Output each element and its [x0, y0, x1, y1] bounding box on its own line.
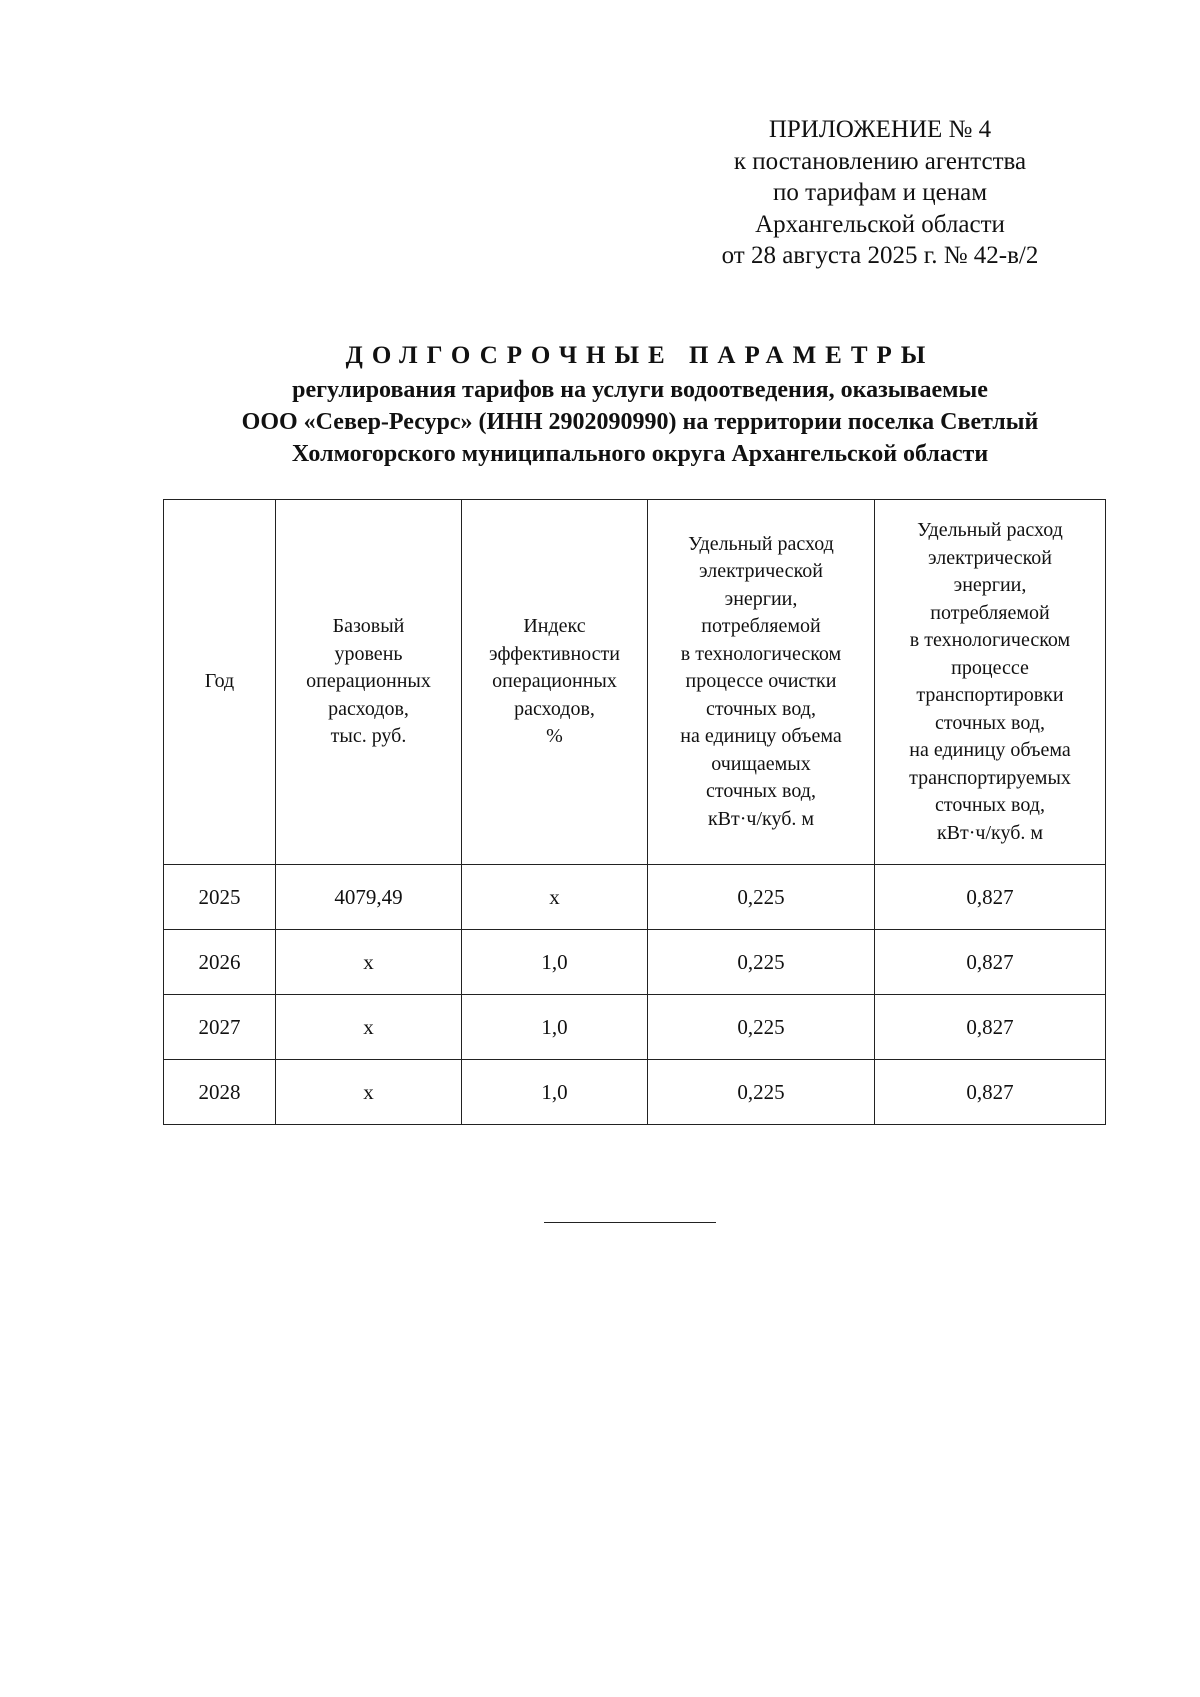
cell-base-opex: х — [276, 1060, 462, 1125]
header-line: электрической — [699, 560, 823, 583]
header-energy-treatment — [648, 500, 875, 865]
header-line: кВт·ч/куб. м — [707, 807, 815, 830]
header-line: % — [546, 725, 563, 748]
header-line: транспортировки — [916, 684, 1064, 706]
header-line: эффективности — [488, 642, 620, 665]
header-line: транспортируемых — [909, 766, 1071, 789]
header-line: процессе — [951, 656, 1029, 679]
header-line: Базовый — [332, 615, 405, 638]
cell-efficiency-index: 1,0 — [462, 1060, 648, 1125]
cell-energy-transport: 0,827 — [875, 995, 1106, 1060]
appendix-date: от 28 августа 2025 г. № 42-в/2 — [721, 242, 1039, 269]
header-line: на единицу объема — [680, 725, 842, 748]
table-header-row — [164, 500, 1106, 865]
title-subtitle — [150, 374, 1130, 470]
header-line: сточных вод, — [935, 711, 1045, 734]
appendix-line: к постановлению агентства — [733, 147, 1027, 175]
header-line: процессе очистки — [685, 670, 837, 693]
header-line: Год — [204, 670, 235, 693]
cell-efficiency-index: 1,0 — [462, 930, 648, 995]
header-line: энергии, — [953, 574, 1027, 596]
header-line: сточных вод, — [935, 794, 1045, 816]
end-divider-line — [544, 1222, 716, 1223]
header-year — [164, 500, 276, 865]
header-line: сточных вод, — [706, 780, 816, 803]
cell-year: 2026 — [164, 930, 276, 995]
table-row — [164, 995, 1106, 1060]
cell-base-opex: 4079,49 — [276, 865, 462, 930]
header-line: Удельный расход — [688, 532, 834, 555]
header-line: сточных вод, — [706, 697, 816, 720]
appendix-line: по тарифам и ценам — [772, 179, 988, 206]
header-line: расходов, — [514, 697, 595, 720]
cell-base-opex: х — [276, 995, 462, 1060]
appendix-block — [690, 114, 1070, 272]
header-line: потребляемой — [701, 615, 821, 638]
header-line: потребляемой — [930, 601, 1050, 624]
parameters-table — [163, 499, 1106, 1125]
appendix-line: Архангельской области — [755, 210, 1005, 238]
title-main: ДОЛГОСРОЧНЫЕ ПАРАМЕТРЫ — [345, 342, 935, 369]
cell-energy-treatment: 0,225 — [648, 995, 875, 1060]
subtitle-line: ООО «Север-Ресурс» (ИНН 2902090990) на территории поселка Светлый — [241, 409, 1039, 435]
appendix-number: ПРИЛОЖЕНИЕ № 4 — [768, 116, 992, 143]
subtitle-line: Холмогорского муниципального округа Архангельской области — [291, 441, 989, 467]
header-line: Удельный расход — [917, 519, 1063, 541]
header-line: на единицу объема — [909, 739, 1071, 761]
cell-year: 2028 — [164, 1060, 276, 1125]
cell-energy-treatment: 0,225 — [648, 865, 875, 930]
cell-energy-transport: 0,827 — [875, 865, 1106, 930]
cell-year: 2025 — [164, 865, 276, 930]
header-line: электрической — [928, 546, 1052, 569]
document-title — [150, 338, 1130, 470]
cell-energy-treatment: 0,225 — [648, 1060, 875, 1125]
header-line: Индекс — [523, 615, 586, 638]
table-row — [164, 930, 1106, 995]
header-efficiency-index — [462, 500, 648, 865]
header-line: кВт·ч/куб. м — [936, 821, 1044, 844]
cell-energy-treatment: 0,225 — [648, 930, 875, 995]
header-energy-transport — [875, 500, 1106, 865]
header-line: операционных — [492, 670, 617, 693]
subtitle-line: регулирования тарифов на услуги водоотведения, оказываемые — [292, 377, 988, 403]
header-base-opex — [276, 500, 462, 865]
cell-base-opex: х — [276, 930, 462, 995]
header-line: уровень — [334, 642, 403, 665]
header-line: очищаемых — [711, 752, 811, 775]
cell-efficiency-index: 1,0 — [462, 995, 648, 1060]
header-line: в технологическом — [909, 629, 1071, 651]
cell-energy-transport: 0,827 — [875, 930, 1106, 995]
cell-year: 2027 — [164, 995, 276, 1060]
header-line: операционных — [306, 670, 431, 693]
table-row — [164, 865, 1106, 930]
header-line: в технологическом — [680, 642, 842, 665]
cell-efficiency-index: х — [462, 865, 648, 930]
header-line: расходов, — [328, 697, 409, 720]
cell-energy-transport: 0,827 — [875, 1060, 1106, 1125]
table-row — [164, 1060, 1106, 1125]
header-line: энергии, — [724, 587, 798, 610]
header-line: тыс. руб. — [330, 725, 407, 748]
